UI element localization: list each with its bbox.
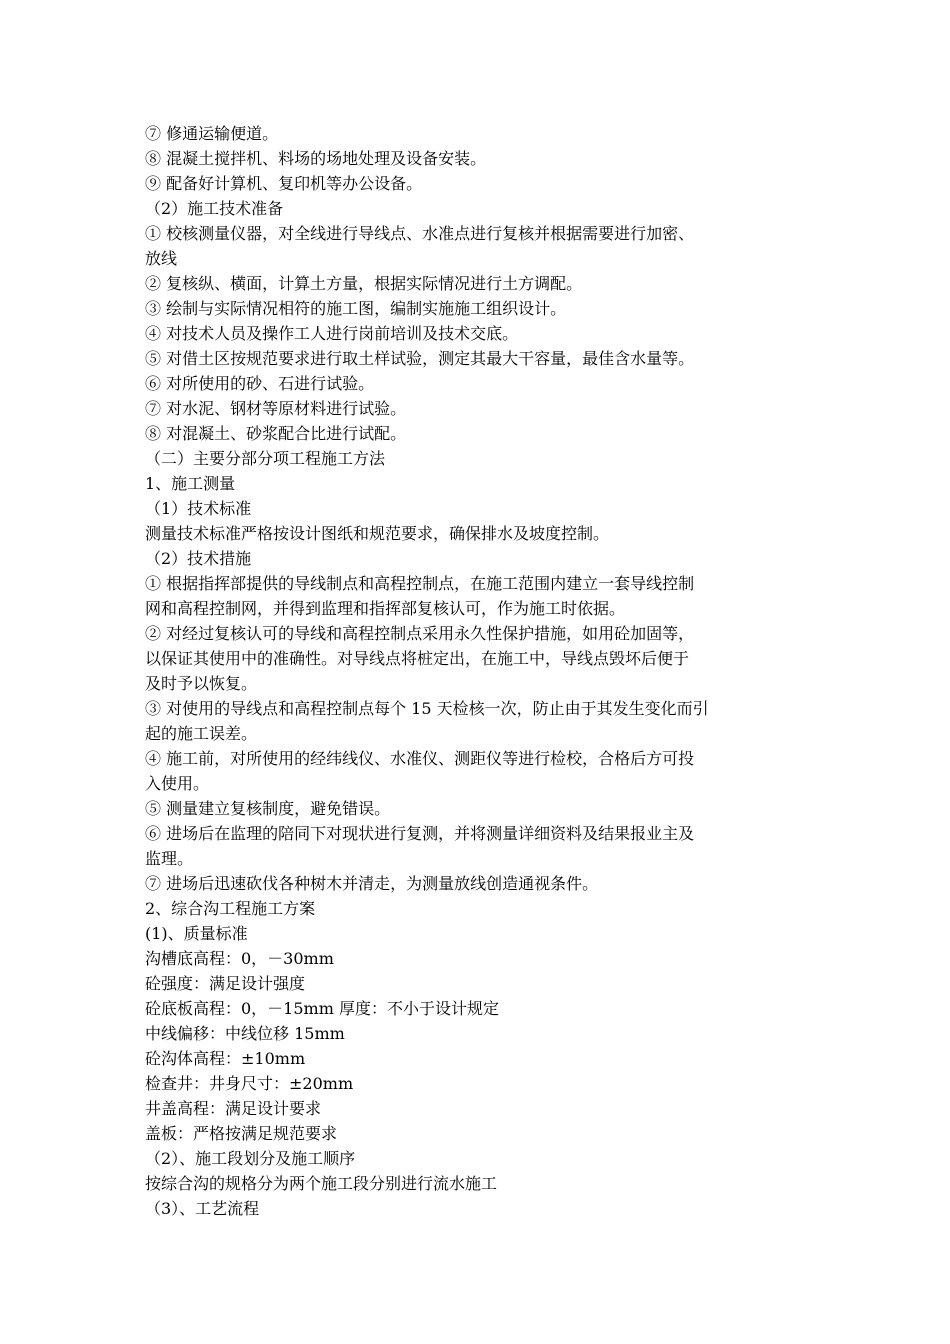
text-line: ⑦ 对水泥、钢材等原材料进行试验。 — [145, 399, 407, 418]
text-line: ⑦ 进场后迅速砍伐各种树木并清走，为测量放线创造通视条件。 — [145, 874, 599, 893]
text-line: 以保证其使用中的准确性。对导线点将桩定出，在施工中，导线点毁坏后便于 — [145, 649, 690, 668]
section-heading: (1)、质量标准 — [145, 924, 248, 943]
text-line: 网和高程控制网，并得到监理和指挥部复核认可，作为施工时依据。 — [145, 599, 626, 618]
text-line: 放线 — [145, 249, 178, 268]
spec-line: 沟槽底高程：0，－30mm — [145, 949, 334, 968]
text-line: ⑨ 配备好计算机、复印机等办公设备。 — [145, 174, 423, 193]
section-heading: （3）、工艺流程 — [145, 1199, 260, 1218]
document-body — [145, 121, 815, 1221]
spec-line: 砼底板高程：0，－15mm 厚度：不小于设计规定 — [145, 999, 499, 1018]
text-line: 入使用。 — [145, 774, 210, 793]
spec-line: 检查井：井身尺寸：±20mm — [145, 1074, 354, 1093]
text-line: ③ 对使用的导线点和高程控制点每个 15 天检核一次，防止由于其发生变化而引 — [145, 699, 709, 718]
text-line: 按综合沟的规格分为两个施工段分别进行流水施工 — [145, 1174, 498, 1193]
text-line: 监理。 — [145, 849, 194, 868]
section-heading: 1、施工测量 — [145, 474, 236, 493]
text-line: ⑤ 测量建立复核制度，避免错误。 — [145, 799, 391, 818]
text-line: 起的施工误差。 — [145, 724, 258, 743]
text-line: ⑧ 对混凝土、砂浆配合比进行试配。 — [145, 424, 407, 443]
spec-line: 砼强度：满足设计强度 — [145, 974, 306, 993]
text-line: ④ 对技术人员及操作工人进行岗前培训及技术交底。 — [145, 324, 519, 343]
section-heading: （2）施工技术准备 — [145, 199, 284, 218]
text-line: 测量技术标准严格按设计图纸和规范要求，确保排水及坡度控制。 — [145, 524, 610, 543]
text-line: ⑦ 修通运输便道。 — [145, 124, 279, 143]
text-line: ⑧ 混凝土搅拌机、料场的场地处理及设备安装。 — [145, 149, 487, 168]
spec-line: 中线偏移：中线位移 15mm — [145, 1024, 345, 1043]
section-heading: 2、综合沟工程施工方案 — [145, 899, 316, 918]
text-line: ⑤ 对借土区按规范要求进行取土样试验，测定其最大干容量，最佳含水量等。 — [145, 349, 695, 368]
section-heading: （二）主要分部分项工程施工方法 — [145, 449, 386, 468]
text-line: 及时予以恢复。 — [145, 674, 258, 693]
text-line: ④ 施工前，对所使用的经纬线仪、水准仪、测距仪等进行检校，合格后方可投 — [145, 749, 695, 768]
text-line: ⑥ 对所使用的砂、石进行试验。 — [145, 374, 375, 393]
text-line: ③ 绘制与实际情况相符的施工图，编制实施施工组织设计。 — [145, 299, 567, 318]
section-heading: （2）技术措施 — [145, 549, 252, 568]
spec-line: 砼沟体高程：±10mm — [145, 1049, 306, 1068]
text-line: ① 根据指挥部提供的导线制点和高程控制点，在施工范围内建立一套导线控制 — [145, 574, 695, 593]
text-line: ① 校核测量仪器，对全线进行导线点、水准点进行复核并根据需要进行加密、 — [145, 224, 695, 243]
spec-line: 盖板：严格按满足规范要求 — [145, 1124, 338, 1143]
text-line: ⑥ 进场后在监理的陪同下对现状进行复测，并将测量详细资料及结果报业主及 — [145, 824, 695, 843]
spec-line: 井盖高程：满足设计要求 — [145, 1099, 322, 1118]
text-line: ② 复核纵、横面，计算土方量，根据实际情况进行土方调配。 — [145, 274, 583, 293]
section-heading: （1）技术标准 — [145, 499, 252, 518]
text-line: ② 对经过复核认可的导线和高程控制点采用永久性保护措施，如用砼加固等， — [145, 624, 695, 643]
section-heading: （2）、施工段划分及施工顺序 — [145, 1149, 356, 1168]
